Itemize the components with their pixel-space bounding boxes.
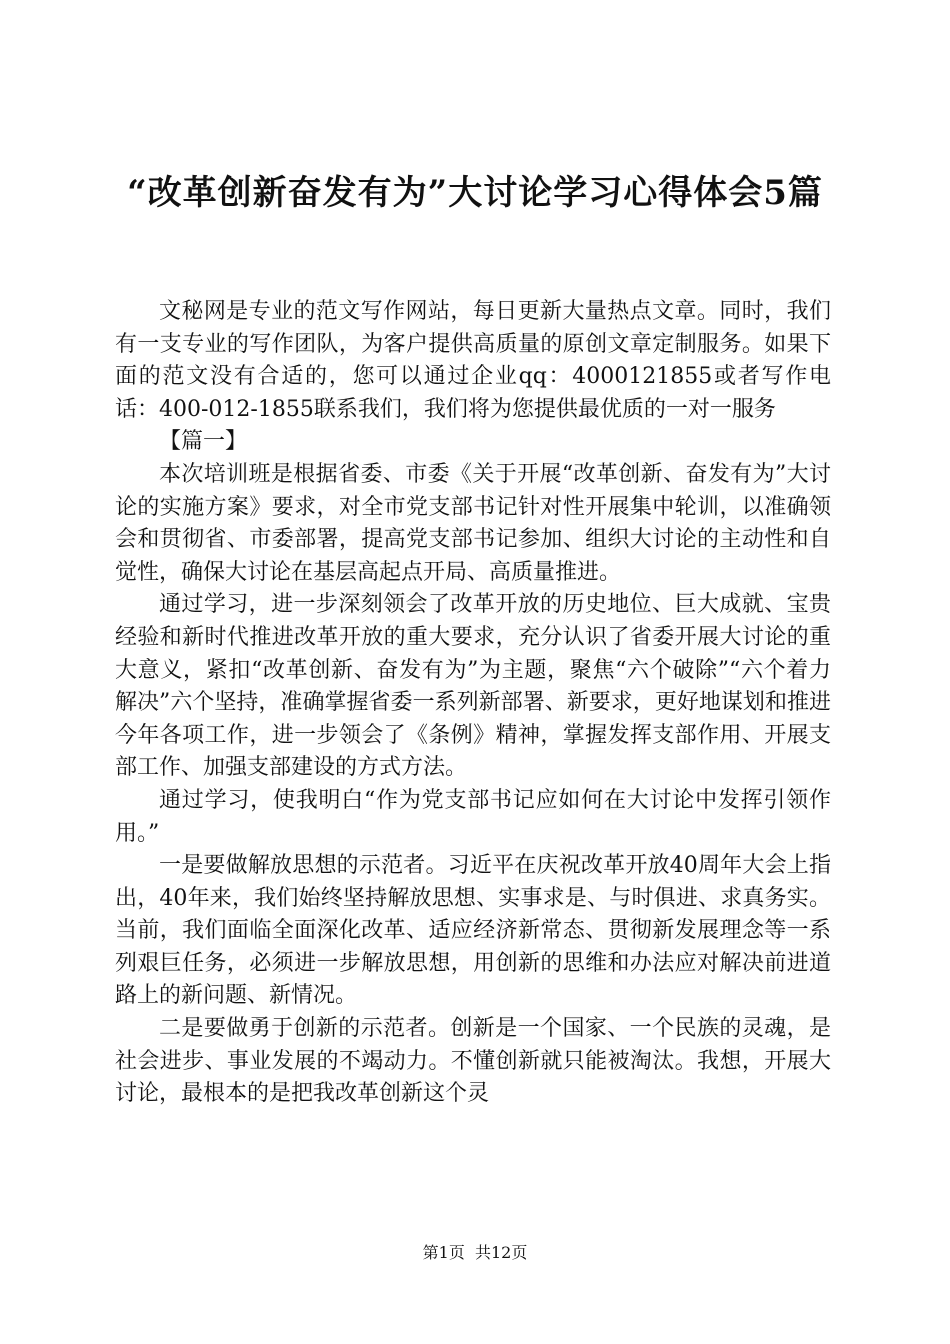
body-paragraph: 二是要做勇于创新的示范者。创新是一个国家、一个民族的灵魂，是社会进步、事业发展的不竭动力。不懂创新就只能被淘汰。我想，开展大讨论，最根本的是把我改革创新这个灵 — [115, 1016, 831, 1107]
intro-paragraph: 文秘网是专业的范文写作网站，每日更新大量热点文章。同时，我们有一支专业的写作团队，为客户提供高质量的原创文章定制服务。如果下面的范文没有合适的，您可以通过企业qq：4000121855或者写作电话：400-012-1855联系我们，我们将为您提供最优质的一对一服务 — [115, 299, 831, 422]
section-heading: 【篇一】 — [159, 429, 248, 455]
document-body — [115, 296, 831, 1111]
body-paragraph: 通过学习，使我明白“作为党支部书记应如何在大讨论中发挥引领作用。” — [115, 787, 831, 846]
body-paragraph: 一是要做解放思想的示范者。习近平在庆祝改革开放40周年大会上指出，40年来，我们始终坚持解放思想、实事求是、与时俱进、求真务实。当前，我们面临全面深化改革、适应经济新常态、贯彻新发展理念等一系列艰巨任务，必须进一步解放思想，用创新的思维和办法应对解决前进道路上的新问题、新情况。 — [115, 853, 831, 1009]
page-number-footer: 第1页 共12页 — [422, 1243, 528, 1262]
body-paragraph: 本次培训班是根据省委、市委《关于开展“改革创新、奋发有为”大讨论的实施方案》要求，对全市党支部书记针对性开展集中轮训，以准确领会和贯彻省、市委部署，提高党支部书记参加、组织大讨论的主动性和自觉性，确保大讨论在基层高起点开局、高质量推进。 — [115, 461, 831, 585]
document-title: “改革创新奋发有为”大讨论学习心得体会5篇 — [127, 173, 823, 213]
body-paragraph: 通过学习，进一步深刻领会了改革开放的历史地位、巨大成就、宝贵经验和新时代推进改革开放的重大要求，充分认识了省委开展大讨论的重大意义，紧扣“改革创新、奋发有为”为主题，聚焦“六个破除”“六个着力解决”六个坚持，准确掌握省委一系列新部署、新要求，更好地谋划和推进今年各项工作，进一步领会了《条例》精神，掌握发挥支部作用、开展支部工作、加强支部建设的方式方法。 — [115, 592, 831, 781]
